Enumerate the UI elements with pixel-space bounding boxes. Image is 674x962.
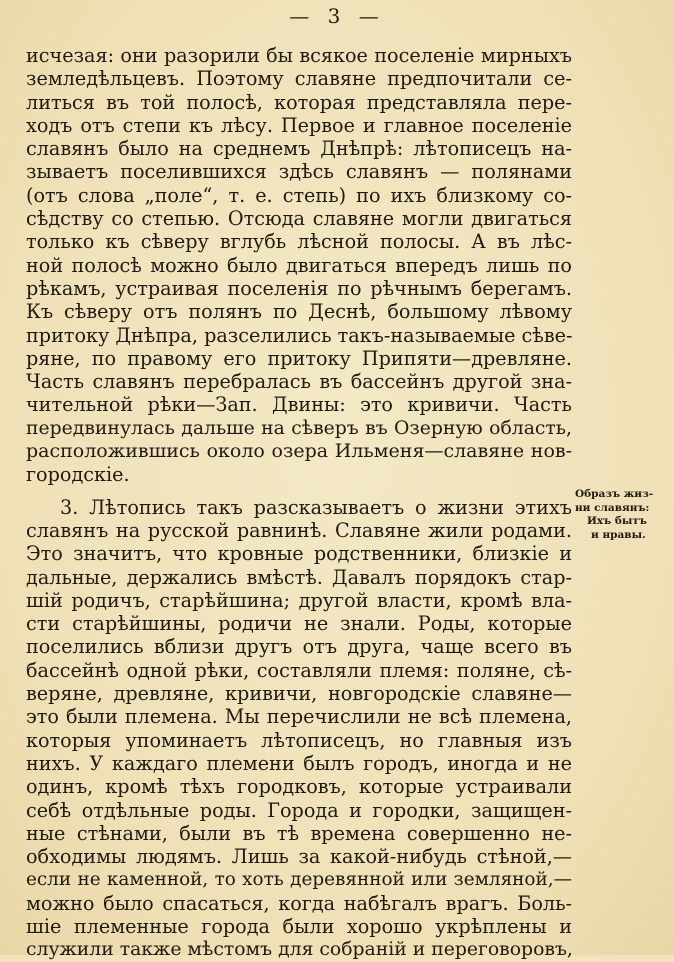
text-line: только къ сѣверу вглубь лѣсной полосы. А въ лѣс- [26, 230, 572, 254]
text-line: шій родичъ, старѣйшина; другой власти, кромѣ вла- [26, 588, 572, 612]
text-line: притоку Днѣпра, разселились такъ-называемые сѣве- [26, 323, 573, 347]
text-line: ходъ отъ степи къ лѣсу. Первое и главное поселеніе [26, 113, 572, 137]
text-line: ной полосѣ можно было двигаться впередъ лишь по [26, 253, 572, 277]
text-line: поселились вблизи другъ отъ друга, чаще всего въ [26, 635, 572, 659]
text-line: чительной рѣки—Зап. Двины: это кривичи. Часть [26, 393, 572, 417]
text-line: исчезая: они разорили бы всякое поселеніе мирныхъ [26, 44, 572, 67]
text-line: расположившись около озера Ильменя—славяне нов- [26, 440, 572, 463]
main-text [26, 44, 572, 962]
text-line: славянъ было на среднемъ Днѣпрѣ: лѣтописецъ на- [26, 137, 572, 161]
text-line: веряне, древляне, кривичи, новгородскіе славяне— [26, 682, 572, 706]
margin-note-line: Образъ жиз- [575, 488, 654, 500]
margin-note-line: ни славянъ: [575, 501, 650, 514]
paragraph-1 [26, 44, 572, 487]
text-line: служили также мѣстомъ для собраній и переговоровъ, [26, 939, 573, 961]
text-line: рѣкамъ, устраивая поселенія по рѣчнымъ берегамъ. [26, 276, 572, 300]
text-line: шіе племенные города были хорошо укрѣплены и [26, 914, 572, 938]
text-line: городскіе. [26, 463, 130, 487]
text-line: славянъ на русской равнинѣ. Славяне жили родами. [26, 518, 572, 542]
text-line: передвинулась дальше на сѣверъ въ Озерную область, [26, 417, 572, 439]
text-line: дальные, держались вмѣстѣ. Давалъ порядокъ стар- [26, 565, 572, 589]
text-line: себѣ отдѣльные роды. Города и городки, защищен- [26, 798, 572, 822]
text-line: литься въ той полосѣ, которая представляла пере- [26, 90, 572, 114]
text-line: одинъ, кромѣ тѣхъ городковъ, которые устраивали [26, 775, 572, 799]
margin-note-line: и нравы. [591, 528, 646, 541]
text-line: ряне, по правому его притоку Припяти—древляне. [26, 346, 572, 370]
text-line: сти старѣйшины, родичи не знали. Роды, которые [26, 612, 572, 636]
text-line: это были племена. Мы перечислили не всѣ племена, [26, 705, 572, 729]
text-line: Къ сѣверу отъ полянъ по Деснѣ, большому лѣвому [26, 300, 572, 324]
text-line: обходимы людямъ. Лишь за какой-нибудь стѣной,— [26, 845, 572, 869]
text-line: нихъ. У каждаго племени былъ городъ, иногда и не [26, 751, 572, 775]
text-line: Это значитъ, что кровные родственники, близкіе и [26, 542, 572, 566]
text-line: бассейнѣ одной рѣки, составляли племя: поляне, сѣ- [26, 658, 572, 682]
text-line: (отъ слова „поле“, т. е. степь) по ихъ близкому со- [26, 183, 572, 207]
margin-note-line: Ихъ бытъ [587, 515, 647, 527]
text-line: ные стѣнами, были въ тѣ времена совершенно не- [26, 821, 572, 845]
text-line: сѣдству со степью. Отсюда славяне могли двигаться [26, 207, 572, 231]
text-line: Часть славянъ перебралась въ бассейнъ другой зна- [26, 370, 572, 394]
paragraph-gap [26, 487, 572, 496]
text-line: которыя упоминаетъ лѣтописецъ, но главныя изъ [26, 728, 572, 752]
text-line: земледѣльцевъ. Поэтому славяне предпочитали се- [26, 67, 572, 91]
text-line: можно было спасаться, когда набѣгалъ врагъ. Боль- [26, 891, 572, 915]
text-line: если не каменной, то хоть деревянной или земляной,— [26, 869, 572, 891]
text-line: зываетъ поселившихся здѣсь славянъ — полянами [26, 160, 572, 184]
text-line: 3. Лѣтопись такъ разсказываетъ о жизни этихъ [60, 495, 572, 519]
paragraph-2 [26, 496, 572, 962]
page-number: — 3 — [289, 4, 385, 28]
margin-note [575, 488, 674, 542]
